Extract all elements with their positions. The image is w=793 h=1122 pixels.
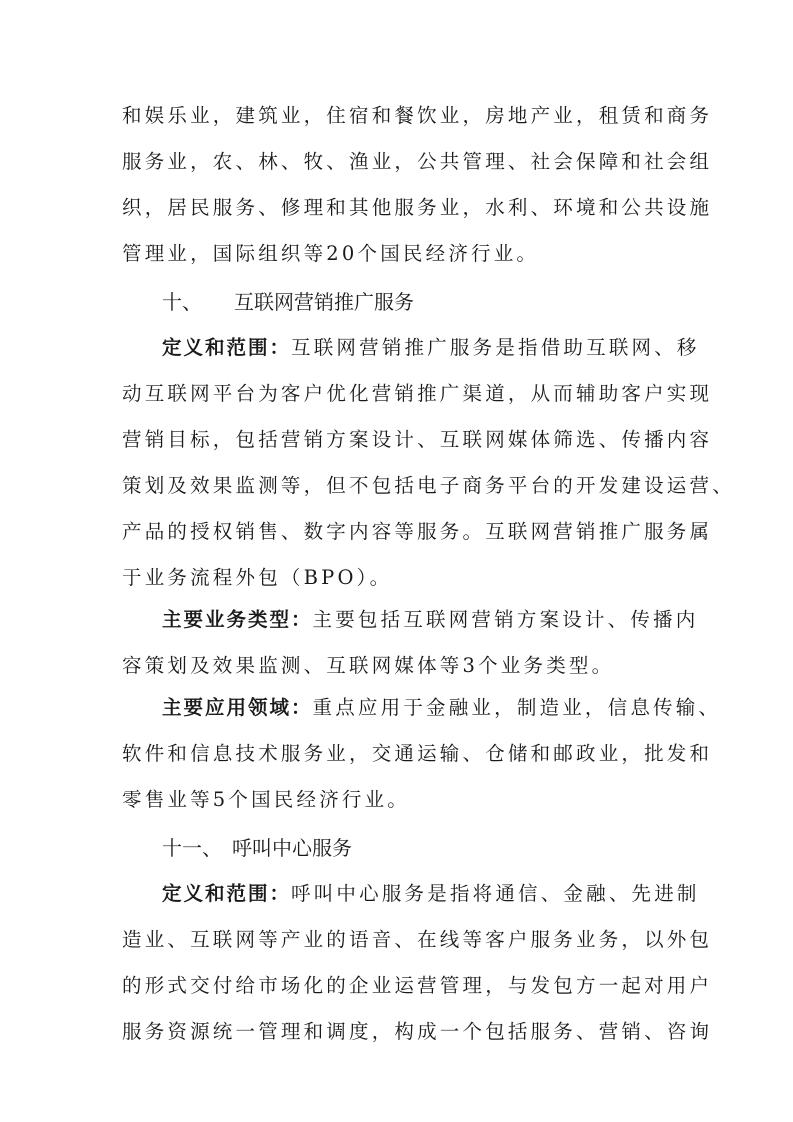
business-type-label: 主要业务类型： bbox=[162, 608, 313, 631]
section-title: 呼叫中心服务 bbox=[232, 836, 352, 860]
body-line: 管理业，国际组织等20个国民经济行业。 bbox=[122, 242, 540, 265]
definition-label: 定义和范围： bbox=[162, 882, 292, 905]
application-paragraph-start bbox=[162, 694, 721, 722]
body-line: 零售业等5个国民经济行业。 bbox=[122, 788, 411, 811]
body-line: 的形式交付给市场化的企业运营管理，与发包方一起对用户 bbox=[122, 974, 713, 997]
definition-text: 互联网营销推广服务是指借助互联网、移 bbox=[291, 336, 700, 359]
body-line: 软件和信息技术服务业，交通运输、仓储和邮政业，批发和 bbox=[122, 742, 713, 765]
section-heading-10 bbox=[162, 288, 414, 316]
section-number: 十、 bbox=[162, 290, 202, 314]
definition-text: 呼叫中心服务是指将通信、金融、先进制 bbox=[291, 882, 700, 905]
section-number: 十一、 bbox=[162, 836, 222, 860]
definition-paragraph-start bbox=[162, 334, 700, 362]
body-line: 动互联网平台为客户优化营销推广渠道，从而辅助客户实现 bbox=[122, 382, 713, 405]
section-heading-11 bbox=[162, 834, 352, 862]
body-line: 产品的授权销售、数字内容等服务。互联网营销推广服务属 bbox=[122, 520, 713, 543]
section-title: 互联网营销推广服务 bbox=[234, 290, 414, 314]
business-type-paragraph-start bbox=[162, 606, 698, 634]
business-type-text: 主要包括互联网营销方案设计、传播内 bbox=[312, 608, 699, 631]
body-line: 织，居民服务、修理和其他服务业，水利、环境和公共设施 bbox=[122, 196, 713, 219]
application-label: 主要应用领域： bbox=[162, 696, 313, 719]
definition-label: 定义和范围： bbox=[162, 336, 292, 359]
body-line: 容策划及效果监测、互联网媒体等3个业务类型。 bbox=[122, 654, 615, 677]
application-text: 重点应用于金融业，制造业，信息传输、 bbox=[312, 696, 722, 719]
body-line: 和娱乐业，建筑业，住宿和餐饮业，房地产业，租赁和商务 bbox=[122, 104, 713, 127]
body-line: 造业、互联网等产业的语音、在线等客户服务业务，以外包 bbox=[122, 928, 713, 951]
definition-paragraph-start bbox=[162, 880, 700, 908]
body-line: 于业务流程外包（BPO）。 bbox=[122, 566, 393, 589]
body-line: 策划及效果监测等，但不包括电子商务平台的开发建设运营、 bbox=[122, 474, 735, 497]
body-line: 服务业，农、林、牧、渔业，公共管理、社会保障和社会组 bbox=[122, 150, 713, 173]
body-line: 服务资源统一管理和调度，构成一个包括服务、营销、咨询 bbox=[122, 1020, 713, 1043]
body-line: 营销目标，包括营销方案设计、互联网媒体筛选、传播内容 bbox=[122, 428, 713, 451]
